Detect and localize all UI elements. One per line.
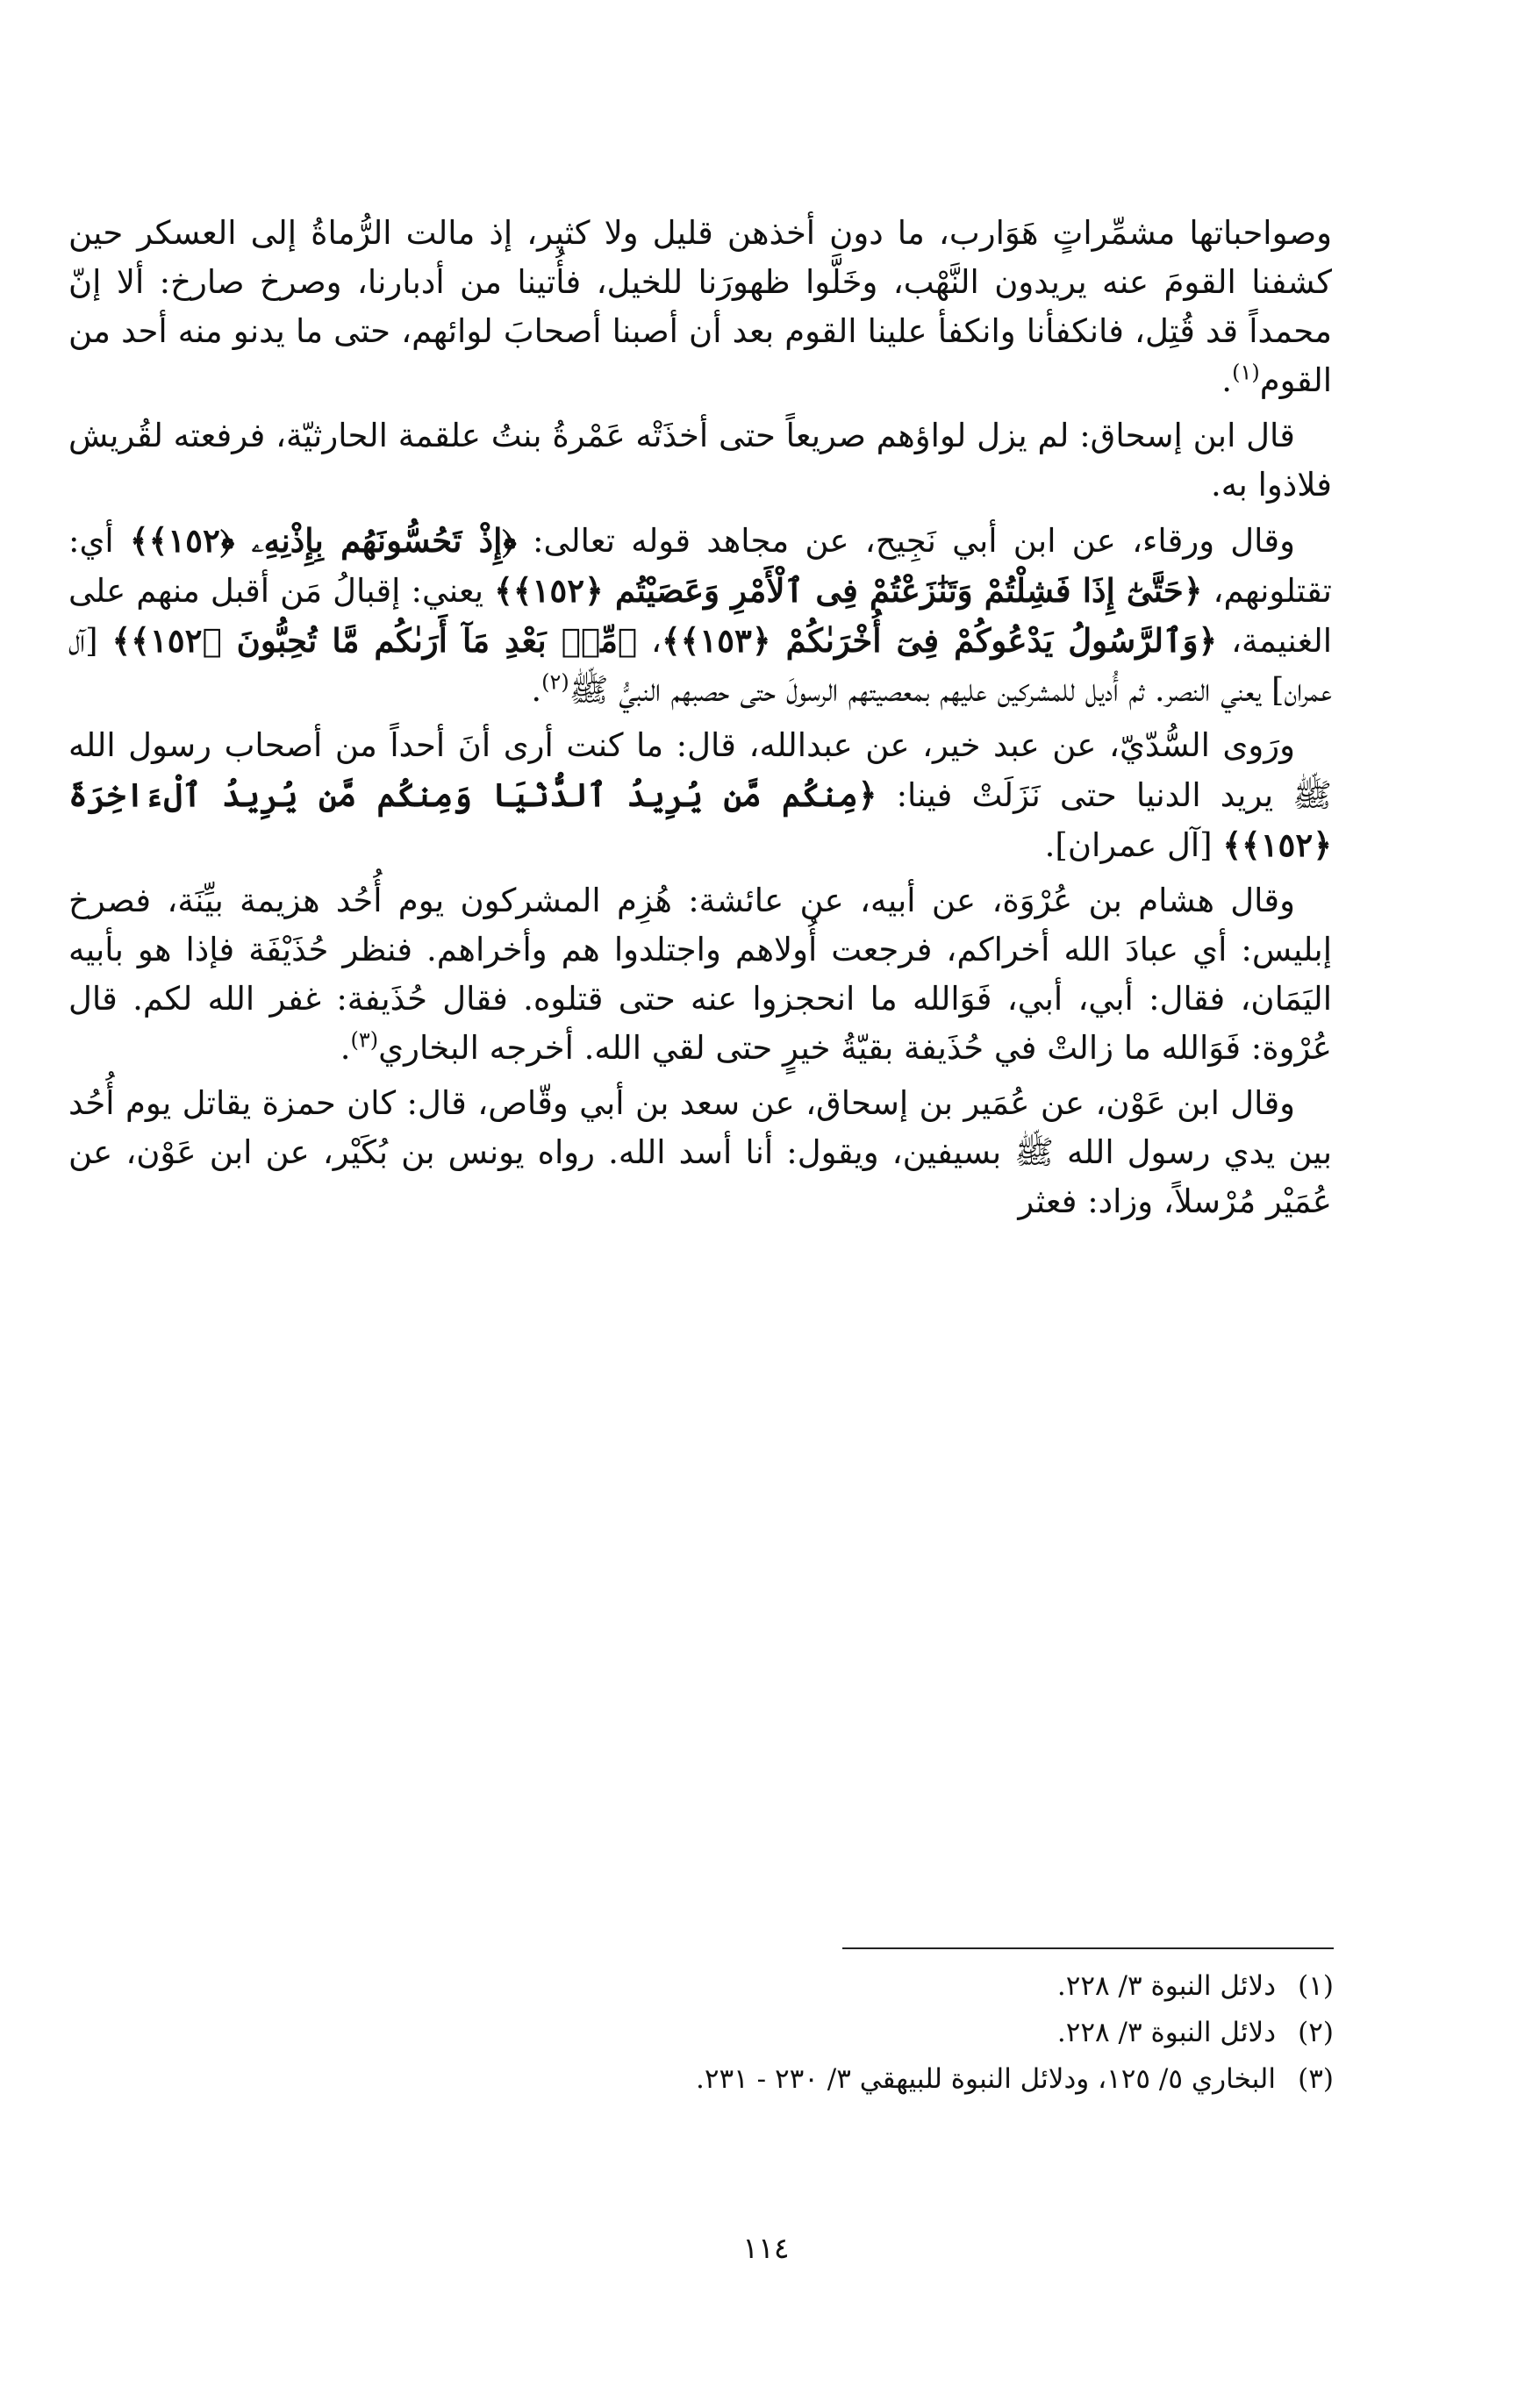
paragraph-6-text: وقال ابن عَوْن، عن عُمَير بن إسحاق، عن سعد بن أبي وقّاص، قال: كان حمزة يقاتل يوم أُحُد بين يدي رسول الله ﷺ بسيفين، ويقول: أنا أسد الله. رواه يونس بن بُكَيْر، عن ابن عَوْن، عن عُمَيْر مُرْسلاً، وزاد: فعثر	[68, 1084, 1332, 1220]
main-text	[68, 209, 1332, 1233]
paragraph-1: وصواحباتها مشمِّراتٍ هَوَارب، ما دون أخذهن قليل ولا كثير، إذ مالت الرُّماةُ إلى العسكر حين كشفنا القومَ عنه يريدون النَّهْب، وخَلَّوا ظهورَنا للخيل، فأُتينا من أدبارنا، وصرخ صارخ: ألا إنّ محمداً قد قُتِل، فانكفأنا وانكفأ علينا القوم بعد أن أصبنا أصحابَ لوائهم، حتى ما يدنو منه أحد من القوم$^{(١)}$.	[68, 214, 1332, 399]
paragraph-4-text-end: [آل عمران].	[1044, 826, 1223, 864]
footnote-text: دلائل النبوة ٣/ ٢٢٨.	[1056, 1970, 1276, 2002]
paragraph-2-text: قال ابن إسحاق: لم يزل لواؤهم صريعاً حتى أخذَتْه عَمْرةُ بنتُ علقمة الحارثيّة، فرفعته لقُريش فلاذوا به.	[68, 417, 1332, 504]
paragraph-3-text-4: [آل عمران] يعني النصر. ثم أُديل للمشركين عليهم بمعصيتهم الرسولَ حتى حصبهم النبيُّ ﷺ	[68, 622, 1332, 709]
paragraph-3-text-2: يعني: إقبالُ مَن أقبل منهم على الغنيمة،	[68, 572, 1333, 660]
footnote-number: (٢)	[1298, 2017, 1334, 2048]
paragraph-4	[68, 721, 1332, 870]
paragraph-3-text-3: ،	[637, 622, 662, 660]
paragraph-5: وقال هشام بن عُرْوَة، عن أبيه، عن عائشة: هُزِم المشركون يوم أُحُد هزيمة بيِّنَة، فصرخ إبليس: أي عبادَ الله أخراكم، فرجعت أُولاهم واجتلدوا هم وأخراهم. فنظر حُذَيْفَة فإذا هو بأبيه اليَمَان، فقال: أبي، أبي، فَوَالله ما انحجزوا عنه حتى قتلوه. فقال حُذَيفة: غفر الله لكم. قال عُرْوة: فَوَالله ما زالتْ في حُذَيفة بقيّةُ خيرٍ حتى لقي الله. أخرجه البخاري$^{(٣)}$.	[68, 882, 1332, 1067]
paragraph-5-text: وقال هشام بن عُرْوَة، عن أبيه، عن عائشة: هُزِم المشركون يوم أُحُد هزيمة بيِّنَة، فصرخ إبليس: أي عبادَ الله أخراكم، فرجعت أُولاهم واجتلدوا هم وأخراهم. فنظر حُذَيْفَة فإذا هو بأبيه اليَمَان، فقال: أبي، أبي، فَوَالله ما انحجزوا عنه حتى قتلوه. فقال حُذَيفة: غفر الله لكم. قال عُرْوة: فَوَالله ما زالتْ في حُذَيفة بقيّةُ خيرٍ حتى لقي الله. أخرجه البخاري	[68, 882, 1332, 1067]
quran-verse-5: ﴿مِنكُم مَّن يُرِيدُ ٱلدُّنْيَا وَمِنكُم مَّن يُرِيدُ ٱلْءَاخِرَةَ ﴿١٥٢﴾﴾	[68, 775, 1332, 864]
footnote-ref-2: (٢)	[541, 669, 569, 695]
quran-verse-3: ﴿وَٱلرَّسُولُ يَدْعُوكُمْ فِىٓ أُخْرَىٰكُمْ ﴿١٥٣﴾﴾	[661, 621, 1218, 660]
quran-verse-1: ﴿إِذْ تَحُسُّونَهُم بِإِذْنِهِۦ ﴿١٥٢﴾﴾	[129, 521, 517, 560]
footnote-1	[175, 1963, 1334, 2010]
footnote-ref-1: (١)	[1232, 360, 1260, 385]
footnote-number: (١)	[1298, 1970, 1334, 2002]
footnote-text: البخاري ٥/ ١٢٥، ودلائل النبوة للبيهقي ٣/ ٢٣٠ - ٢٣١.	[695, 2063, 1276, 2095]
footnote-number: (٣)	[1298, 2063, 1334, 2095]
page-number: ١١٤	[742, 2231, 790, 2265]
footnote-text: دلائل النبوة ٣/ ٢٢٨.	[1056, 2017, 1276, 2048]
footnote-3	[175, 2056, 1334, 2103]
paragraph-6	[68, 1079, 1332, 1226]
paragraph-3-text: وقال ورقاء، عن ابن أبي نَجِيح، عن مجاهد قوله تعالى:	[533, 522, 1295, 560]
footnote-divider	[842, 1947, 1334, 1949]
quran-verse-4: ﴿مِّنۢ بَعْدِ مَآ أَرَىٰكُم مَّا تُحِبُّونَ ﴿١٥٢﴾﴾	[111, 621, 638, 660]
paragraph-3-text-1: أي: تقتلونهم،	[68, 522, 1332, 610]
paragraph-3: وقال ورقاء، عن ابن أبي نَجِيح، عن مجاهد قوله تعالى: ﴿إِذْ تَحُسُّونَهُم بِإِذْنِهِۦ ﴿١٥٢﴾﴾ أي: تقتلونهم، ﴿حَتَّىٰٓ إِذَا فَشِلْتُمْ وَتَنَٰزَعْتُمْ فِى ٱلْأَمْرِ وَعَصَيْتُم ﴿١٥٢﴾﴾ يعني: إقبالُ مَن أقبل منهم على الغنيمة، ﴿وَٱلرَّسُولُ يَدْعُوكُمْ فِىٓ أُخْرَىٰكُمْ ﴿١٥٣﴾﴾، ﴿مِّنۢ بَعْدِ مَآ أَرَىٰكُم مَّا تُحِبُّونَ ﴿١٥٢﴾﴾ [آل عمران] يعني النصر. ثم أُديل للمشركين عليهم بمعصيتهم الرسولَ حتى حصبهم النبيُّ ﷺ$^{(٢)}$.	[68, 521, 1333, 709]
footnote-ref-3: (٣)	[350, 1027, 379, 1053]
quran-verse-2: ﴿حَتَّىٰٓ إِذَا فَشِلْتُمْ وَتَنَٰزَعْتُمْ فِى ٱلْأَمْرِ وَعَصَيْتُم ﴿١٥٢﴾﴾	[494, 571, 1203, 610]
paragraph-2	[68, 411, 1332, 510]
paragraph-4-text: ورَوى السُّدّيّ، عن عبد خير، عن عبدالله، قال: ما كنت أرى أنَ أحداً من أصحاب رسول الله ﷺ يريد الدنيا حتى نَزَلَتْ فينا:	[68, 726, 1332, 814]
paragraph-1-text: وصواحباتها مشمِّراتٍ هَوَارب، ما دون أخذهن قليل ولا كثير، إذ مالت الرُّماةُ إلى العسكر حين كشفنا القومَ عنه يريدون النَّهْب، وخَلَّوا ظهورَنا للخيل، فأُتينا من أدبارنا، وصرخ صارخ: ألا إنّ محمداً قد قُتِل، فانكفأنا وانكفأ علينا القوم بعد أن أصبنا أصحابَ لوائهم، حتى ما يدنو منه أحد من القوم	[68, 214, 1332, 399]
footnote-2	[175, 2010, 1334, 2056]
footnotes	[175, 1963, 1334, 2103]
